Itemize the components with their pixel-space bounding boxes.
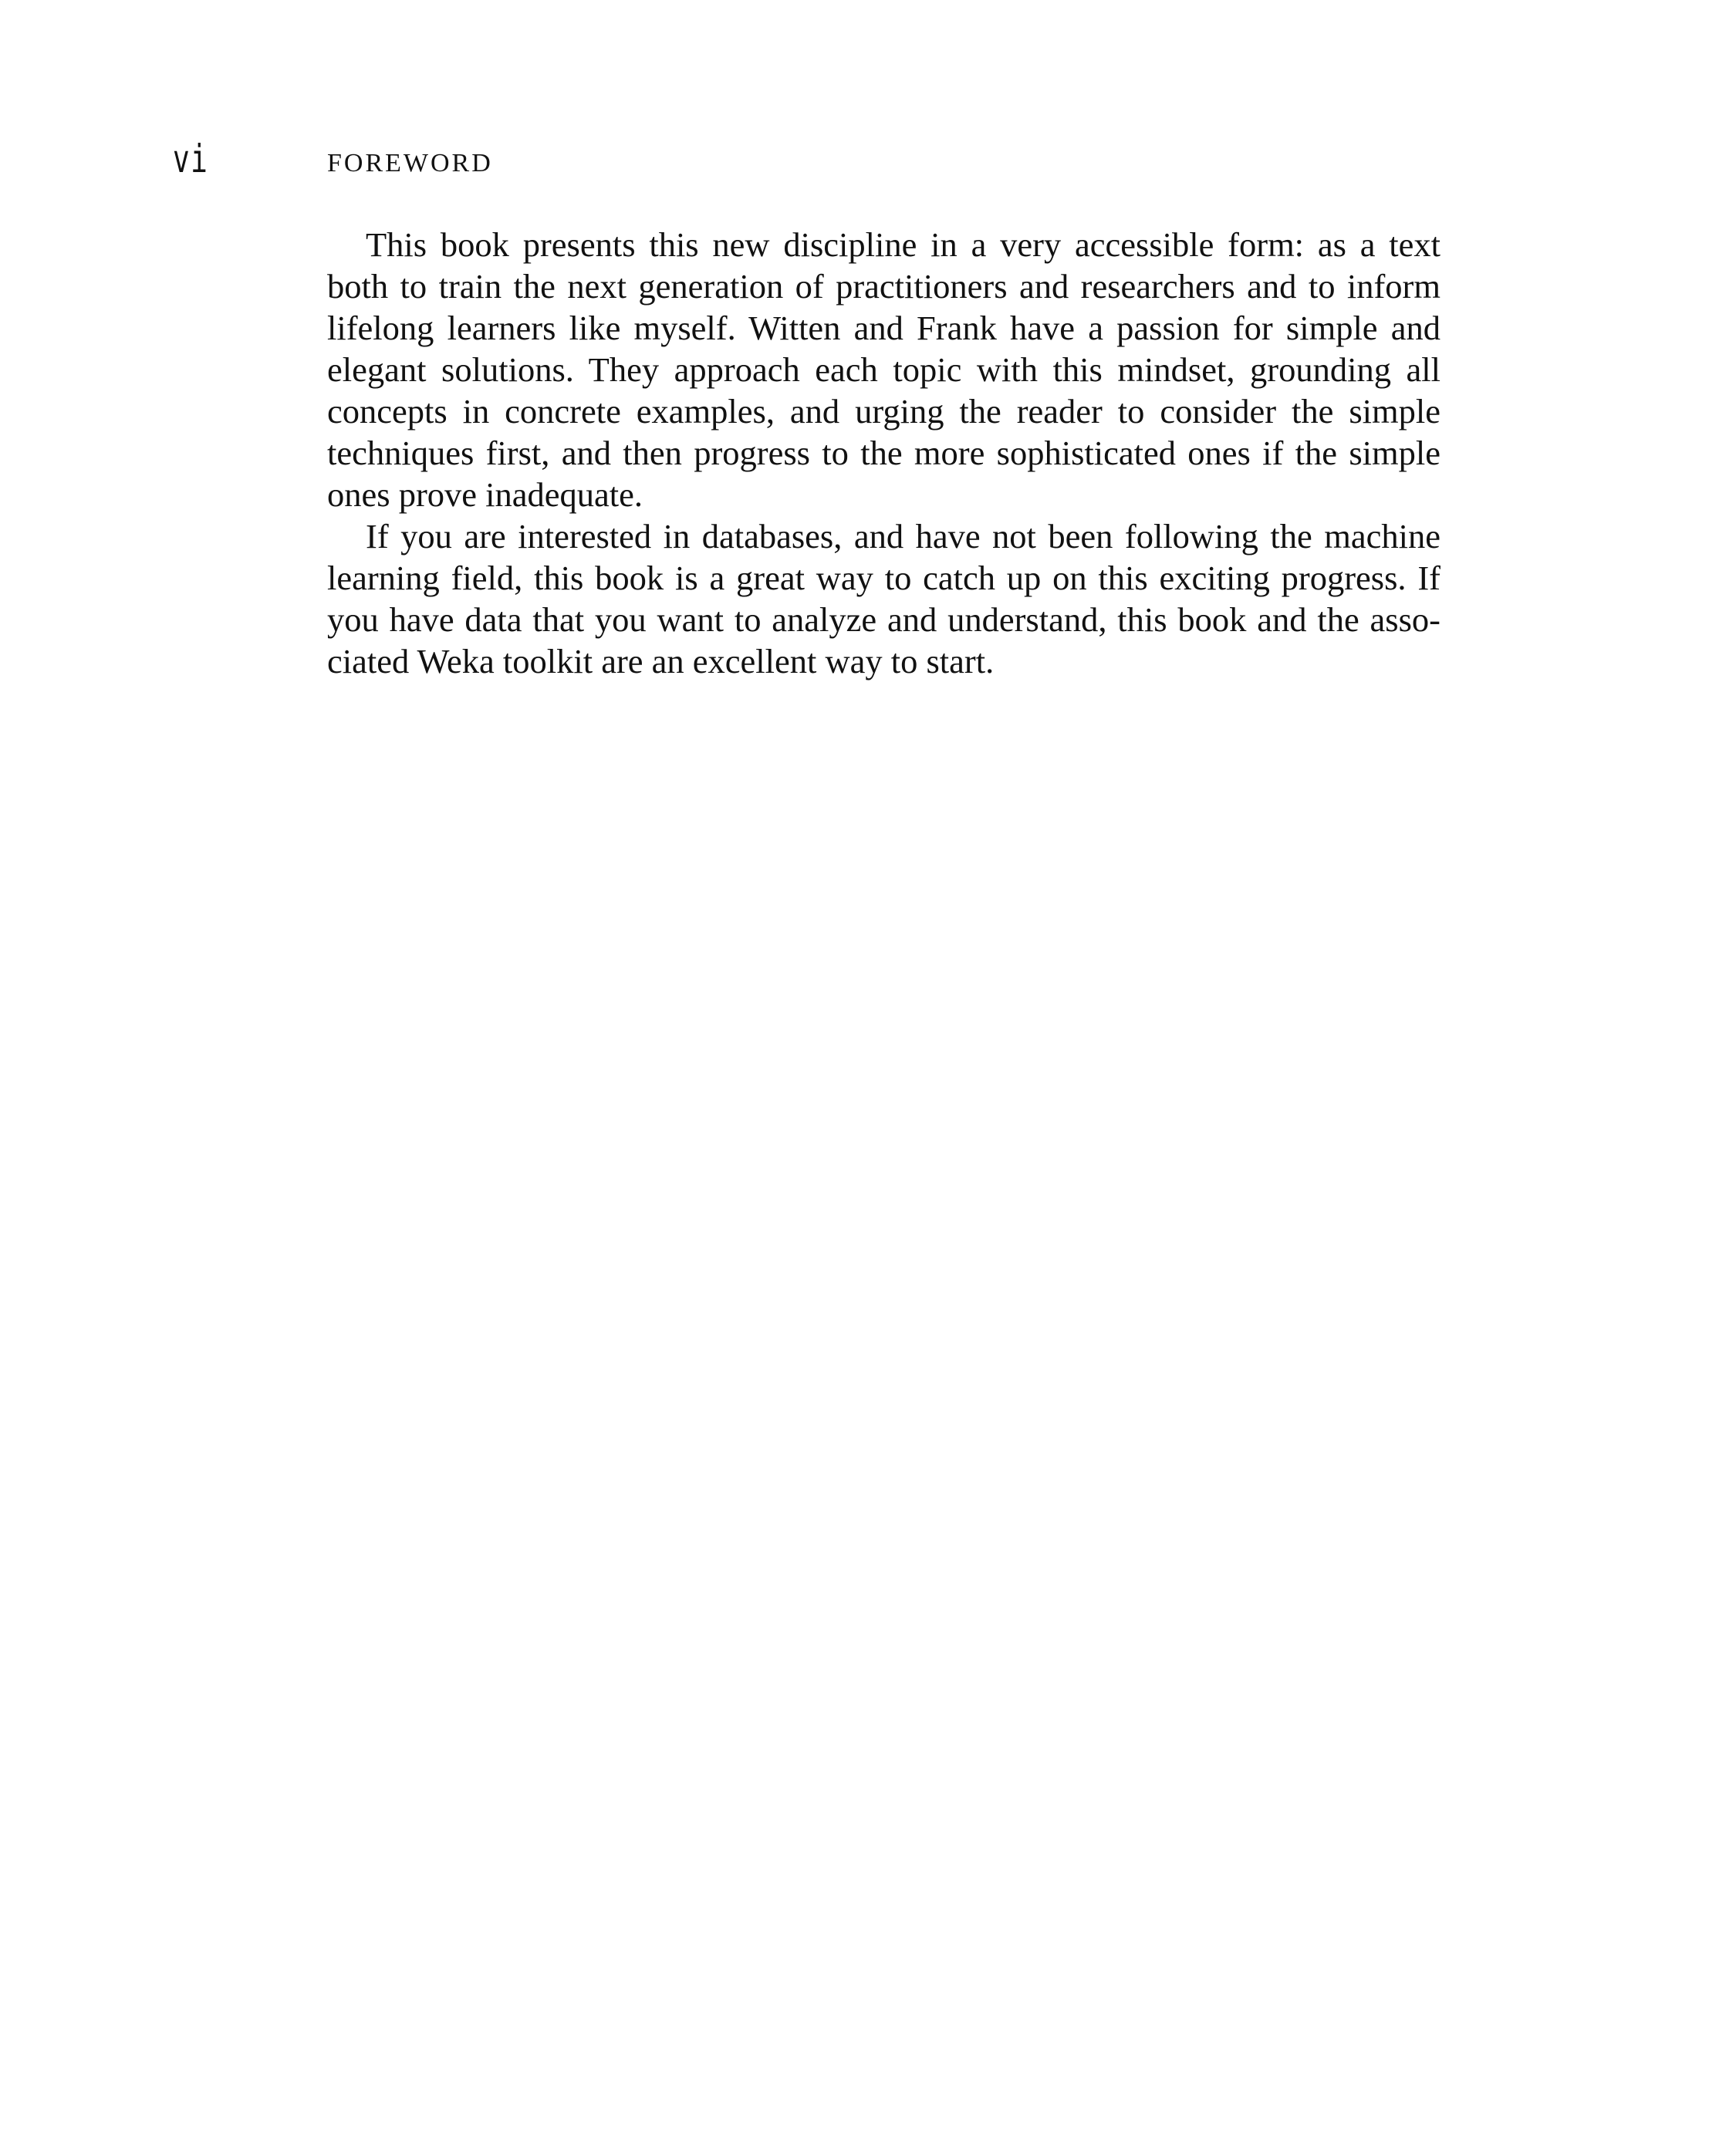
running-head: FOREWORD xyxy=(327,149,493,177)
paragraph-line: techniques first, and then progress to the more sophisticated ones if the simple xyxy=(327,434,1440,472)
paragraph-line: concepts in concrete examples, and urging the reader to consider the simple xyxy=(327,392,1440,431)
paragraph-2 xyxy=(327,515,1440,682)
paragraph-line: ciated Weka toolkit are an excellent way to start. xyxy=(327,642,995,680)
paragraph-line: This book presents this new discipline in a very accessible form: as a text xyxy=(366,225,1440,264)
paragraph-line: learning field, this book is a great way to catch up on this exciting progress. If xyxy=(327,559,1440,597)
page-number: vi xyxy=(173,137,209,181)
body-text xyxy=(327,224,1440,682)
paragraph-1 xyxy=(327,224,1440,515)
paragraph-line: you have data that you want to analyze and understand, this book and the asso- xyxy=(327,600,1440,639)
paragraph-line: both to train the next generation of practitioners and researchers and to inform xyxy=(327,267,1440,306)
paragraph-line: lifelong learners like myself. Witten and Frank have a passion for simple and xyxy=(327,309,1440,347)
paragraph-line: ones prove inadequate. xyxy=(327,475,643,514)
paragraph-line: elegant solutions. They approach each topic with this mindset, grounding all xyxy=(327,350,1440,389)
paragraph-line: If you are interested in databases, and have not been following the machine xyxy=(366,517,1440,556)
